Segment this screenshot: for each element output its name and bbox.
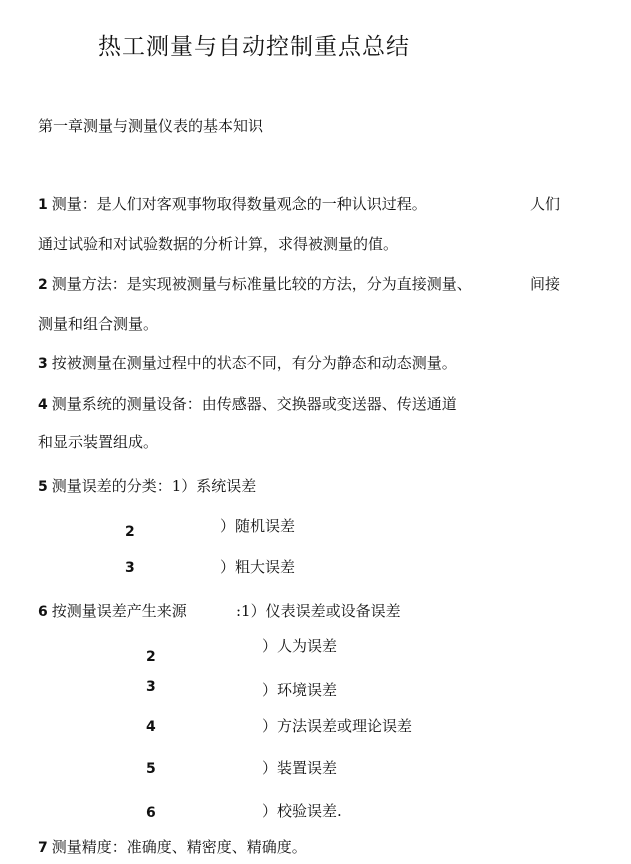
item-2-number: 2 bbox=[38, 277, 48, 293]
item-2-text: 测量方法：是实现被测量与标准量比较的方法，分为直接测量、 bbox=[51, 275, 472, 293]
item-5-line bbox=[38, 476, 256, 497]
item-6-sub-text: ）环境误差 bbox=[262, 681, 338, 699]
item-4-continuation: 和显示装置组成。 bbox=[38, 433, 159, 451]
item-5-number: 5 bbox=[38, 479, 48, 495]
item-5-sub-text: ）随机误差 bbox=[220, 517, 296, 535]
item-1-tail: 人们 bbox=[530, 195, 561, 213]
item-4-text: 测量系统的测量设备：由传感器、交换器或变送器、传送通道 bbox=[51, 395, 457, 413]
item-1-text: 测量：是人们对客观事物取得数量观念的一种认识过程。 bbox=[51, 195, 427, 213]
item-6-text: 按测量误差产生来源 bbox=[51, 602, 187, 620]
item-5-text: 测量误差的分类：1）系统误差 bbox=[51, 477, 257, 495]
item-6-sub-number: 4 bbox=[146, 719, 156, 735]
item-6-first-cause: :1）仪表误差或设备误差 bbox=[236, 602, 401, 620]
item-6-number: 6 bbox=[38, 604, 48, 620]
item-3-text: 按被测量在测量过程中的状态不同，有分为静态和动态测量。 bbox=[51, 354, 457, 372]
item-1-number: 1 bbox=[38, 197, 48, 213]
item-6-sub-text: ）装置误差 bbox=[262, 759, 338, 777]
item-6-sub-number: 2 bbox=[146, 649, 156, 665]
item-6-sub-text: ）校验误差. bbox=[262, 802, 342, 820]
item-3-number: 3 bbox=[38, 356, 48, 372]
item-7-line bbox=[38, 837, 307, 858]
item-6-sub-number: 5 bbox=[146, 761, 156, 777]
item-6-line bbox=[38, 601, 187, 622]
item-7-text: 测量精度：准确度、精密度、精确度。 bbox=[51, 838, 307, 856]
item-1-continuation: 通过试验和对试验数据的分析计算，求得被测量的值。 bbox=[38, 235, 399, 253]
item-2-line bbox=[38, 274, 472, 295]
chapter-heading: 第一章测量与测量仪表的基本知识 bbox=[38, 117, 264, 135]
item-6-sub-text: ）人为误差 bbox=[262, 637, 338, 655]
item-3-line bbox=[38, 353, 457, 374]
item-4-line bbox=[38, 394, 457, 415]
item-2-continuation: 测量和组合测量。 bbox=[38, 315, 159, 333]
item-2-tail: 间接 bbox=[530, 275, 561, 293]
item-7-number: 7 bbox=[38, 840, 48, 856]
item-1-line bbox=[38, 194, 427, 215]
item-5-sub-number: 3 bbox=[125, 560, 135, 576]
item-5-sub-number: 2 bbox=[125, 524, 135, 540]
item-6-sub-text: ）方法误差或理论误差 bbox=[262, 717, 413, 735]
item-5-sub-text: ）粗大误差 bbox=[220, 558, 296, 576]
item-4-number: 4 bbox=[38, 397, 48, 413]
item-6-sub-number: 6 bbox=[146, 805, 156, 821]
document-title: 热工测量与自动控制重点总结 bbox=[98, 34, 410, 60]
item-6-sub-number: 3 bbox=[146, 679, 156, 695]
